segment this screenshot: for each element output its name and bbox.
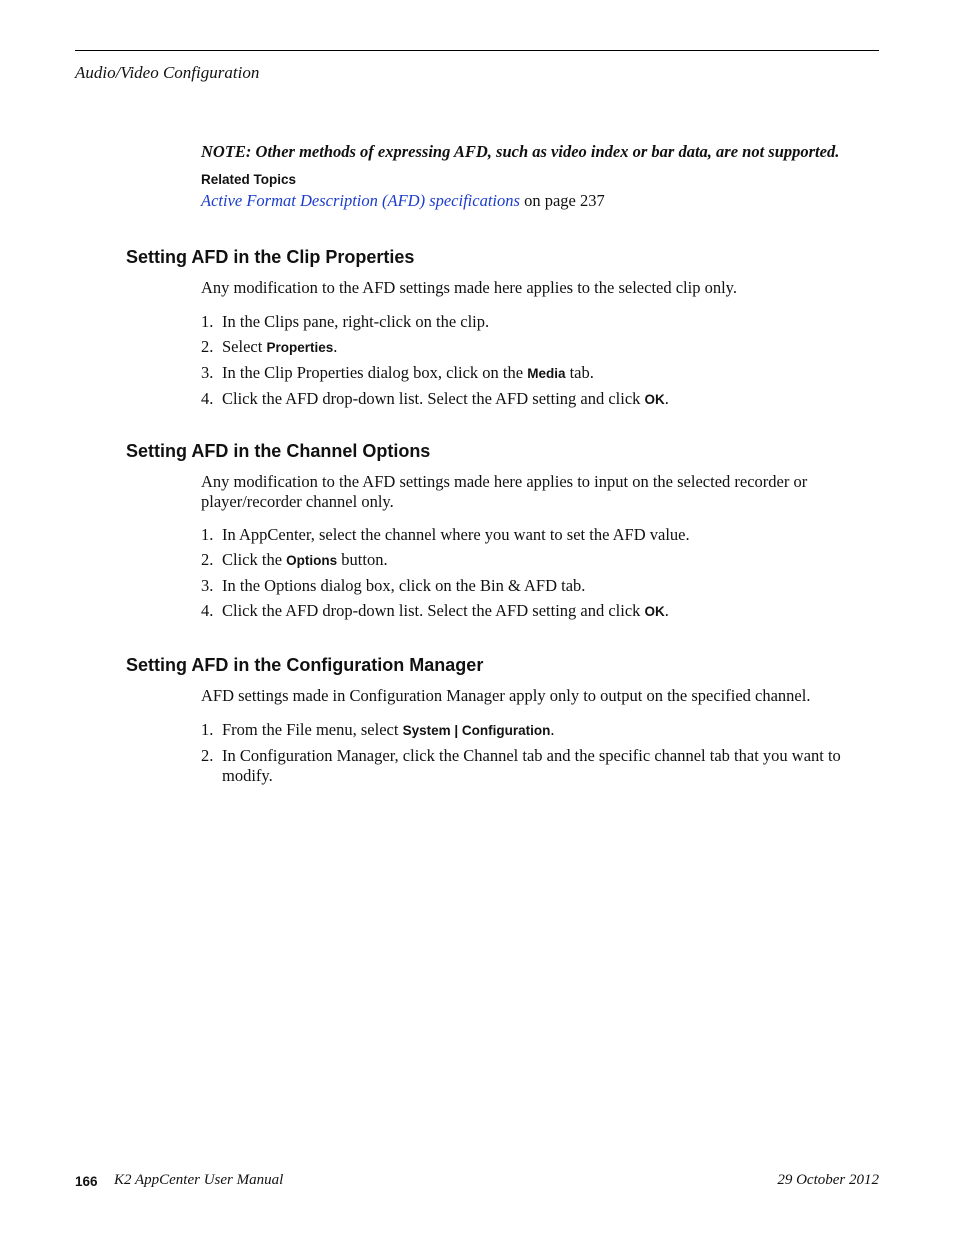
step-text: From the File menu, select [222, 720, 403, 739]
list-item [201, 312, 871, 332]
step-text-end: . [664, 601, 669, 620]
step-number: 1. [201, 720, 214, 739]
step-number: 2. [201, 550, 214, 569]
step-number: 1. [201, 525, 214, 544]
step-number: 3. [201, 363, 214, 382]
related-topic-page: on page 237 [519, 191, 605, 210]
step-number: 4. [201, 389, 214, 408]
related-topics-title: Related Topics [201, 172, 297, 187]
list-item [201, 550, 871, 571]
section-intro-channel-options: Any modification to the AFD settings made here applies to input on the selected recorder or player/recorder channel only. [201, 472, 808, 511]
header-rule [75, 50, 879, 51]
ui-term: Properties [266, 340, 334, 355]
publication-date: 29 October 2012 [777, 1172, 879, 1188]
step-text: Click the AFD drop-down list. Select the AFD setting and click [222, 389, 645, 408]
ui-term: OK [644, 604, 665, 619]
list-item [201, 525, 871, 545]
step-text: Click the [222, 550, 287, 569]
step-text-end: . [333, 337, 338, 356]
section-intro-configuration-manager: AFD settings made in Configuration Manager apply only to output on the specified channel. [201, 686, 811, 705]
steps-channel-options [201, 525, 871, 627]
step-number: 3. [201, 576, 214, 595]
list-item [201, 601, 871, 622]
list-item [201, 389, 871, 410]
step-text: In the Clip Properties dialog box, click on the [222, 363, 528, 382]
ui-term: System | Configuration [402, 723, 551, 738]
step-text: In the Clips pane, right-click on the clip. [222, 312, 490, 331]
step-number: 2. [201, 746, 214, 765]
book-title: K2 AppCenter User Manual [114, 1172, 284, 1188]
step-number: 2. [201, 337, 214, 356]
steps-clip-properties [201, 312, 871, 415]
ui-term: Media [527, 366, 566, 381]
list-item [201, 363, 871, 384]
steps-configuration-manager [201, 720, 871, 791]
related-topic-link[interactable]: Active Format Description (AFD) specifications [201, 191, 520, 210]
section-heading-channel-options: Setting AFD in the Channel Options [126, 441, 431, 461]
list-item [201, 576, 871, 596]
step-text-end: . [664, 389, 669, 408]
step-number: 1. [201, 312, 214, 331]
related-topic-entry [201, 191, 605, 211]
ui-term: Options [286, 553, 338, 568]
section-heading-configuration-manager: Setting AFD in the Configuration Manager [126, 655, 484, 675]
step-text-end: tab. [565, 363, 594, 382]
section-heading-clip-properties: Setting AFD in the Clip Properties [126, 247, 415, 267]
section-intro-clip-properties: Any modification to the AFD settings made here applies to the selected clip only. [201, 278, 737, 297]
step-text: In the Options dialog box, click on the Bin & AFD tab. [222, 576, 586, 595]
step-text: Click the AFD drop-down list. Select the AFD setting and click [222, 601, 645, 620]
step-text: In Configuration Manager, click the Channel tab and the specific channel tab that you want to modify. [222, 746, 841, 785]
ui-term: OK [644, 392, 665, 407]
step-text-end: button. [337, 550, 388, 569]
page-number: 166 [75, 1174, 98, 1189]
step-text-end: . [550, 720, 555, 739]
step-number: 4. [201, 601, 214, 620]
step-text: Select [222, 337, 267, 356]
list-item [201, 746, 871, 786]
running-head: Audio/Video Configuration [75, 63, 260, 82]
note: NOTE: Other methods of expressing AFD, such as video index or bar data, are not supported. [201, 142, 840, 161]
list-item [201, 337, 871, 358]
list-item [201, 720, 871, 741]
step-text: In AppCenter, select the channel where you want to set the AFD value. [222, 525, 690, 544]
